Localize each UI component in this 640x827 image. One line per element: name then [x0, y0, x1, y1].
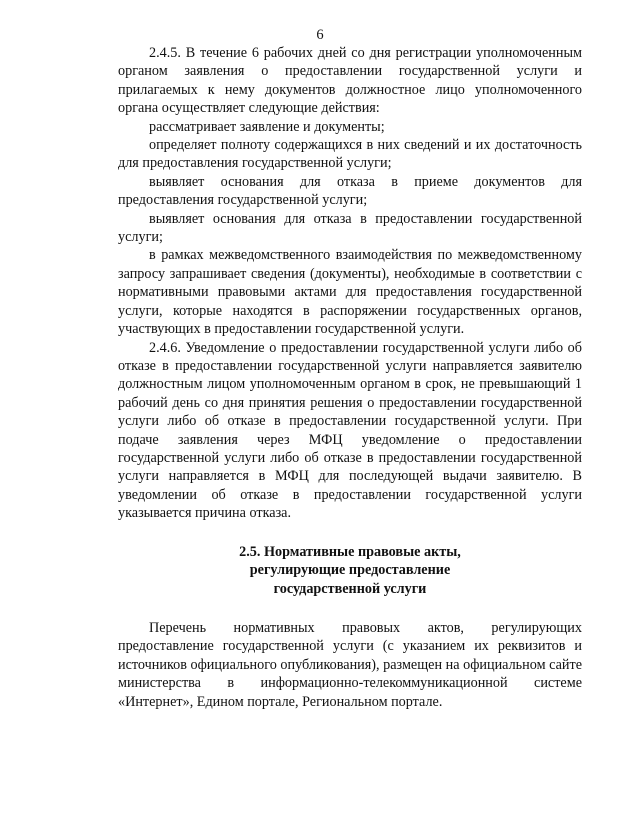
section-heading-line: 2.5. Нормативные правовые акты, — [239, 543, 461, 560]
action-grounds-refusal-service: выявляет основания для отказа в предоставлении государственной услуги; — [118, 210, 582, 246]
action-interagency-request: в рамках межведомственного взаимодействия по межведомственному запросу запрашивает сведения (документы), необходимые в соответствии с нормативными правовыми актами для предоставления государственной услуги, которые находятся в распоряжении государственных органов, участвующих в предоставлении государственной услуги. — [118, 247, 582, 338]
paragraph-legal-acts-list: Перечень нормативных правовых актов, регулирующих предоставление государственной услуги (с указанием их реквизитов и источников официального опубликования), размещен на официальном сайте министерства в информационно-телекоммуникационной системе «Интернет», Едином портале, Региональном портале. — [118, 620, 582, 710]
section-heading-2-5 — [118, 543, 582, 599]
action-grounds-refusal-acceptance: выявляет основания для отказа в приеме документов для предоставления государственной услуги; — [118, 173, 582, 209]
section-heading-line: регулирующие предоставление — [249, 562, 451, 579]
section-heading-line: государственной услуги — [273, 580, 427, 597]
paragraph-2-4-6: 2.4.6. Уведомление о предоставлении государственной услуги либо об отказе в предоставлении государственной услуги направляется заявителю должностным лицом уполномоченным органом в срок, не превышающий 1 рабочий день со дня принятия решения о предоставлении государственной услуги либо об отказе в предоставлении государственной услуги. При подаче заявления через МФЦ уведомление о предоставлении государственной услуги либо об отказе в предоставлении государственной услуги направляется в МФЦ для последующей выдачи заявителю. В уведомлении об отказе в предоставлении государственной услуги указывается причина отказа. — [118, 339, 582, 522]
page-number: 6 — [316, 27, 324, 43]
document-body — [118, 44, 582, 711]
paragraph-2-4-5: 2.4.5. В течение 6 рабочих дней со дня регистрации уполномоченным органом заявления о предоставлении государственной услуги и прилагаемых к нему документов должностное лицо уполномоченного органа осуществляет следующие действия: — [118, 45, 582, 117]
action-review-documents: рассматривает заявление и документы; — [149, 118, 385, 135]
action-determine-completeness: определяет полноту содержащихся в них сведений и их достаточность для предоставления государственной услуги; — [118, 137, 582, 172]
